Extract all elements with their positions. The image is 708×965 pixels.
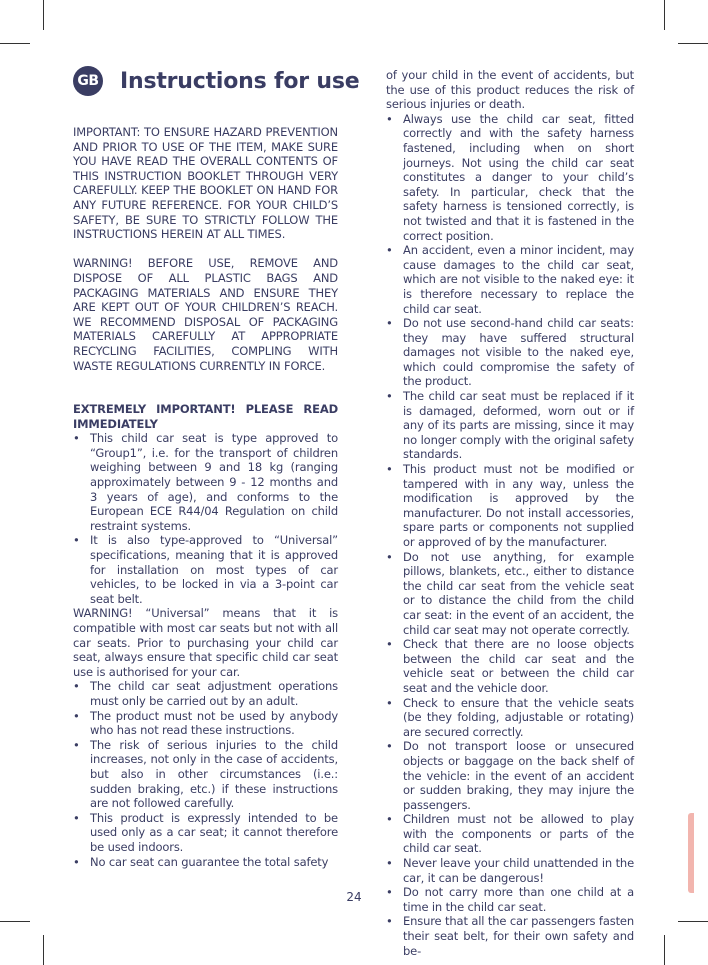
list-item: • Children must not be allowed to play with the components or parts of the child car seat. xyxy=(386,812,634,856)
page-header xyxy=(73,66,359,96)
list-item: • Never leave your child unattended in the car, it can be dangerous! xyxy=(386,856,634,885)
bullet-list-right xyxy=(386,112,634,958)
list-item: • An accident, even a minor incident, may cause damages to the child car seat, which are not visible to the naked eye: it is therefore necessary to replace the child car seat. xyxy=(386,243,634,316)
list-item: • The child car seat must be replaced if it is damaged, deformed, worn out or if any of its parts are missing, since it may no longer comply with the original safety standards. xyxy=(386,389,634,462)
section-tab-marker xyxy=(688,813,694,893)
crop-mark xyxy=(43,935,44,965)
page-number: 24 xyxy=(346,890,362,904)
bullet-list-b xyxy=(73,679,338,869)
list-item: • Check to ensure that the vehicle seats (be they folding, adjustable or rotating) are secured correctly. xyxy=(386,696,634,740)
list-item: • Do not transport loose or unsecured objects or baggage on the back shelf of the vehicle: in the event of an accident or sudden braking, they may injure the passengers. xyxy=(386,739,634,812)
continuation-paragraph: of your child in the event of accidents, but the use of this product reduces the risk of serious injuries or death. xyxy=(386,68,634,112)
section-subheading: EXTREMELY IMPORTANT! PLEASE READ IMMEDIATELY xyxy=(73,402,338,431)
list-item: • Ensure that all the car passengers fasten their seat belt, for their own safety and be- xyxy=(386,914,634,958)
universal-warning: WARNING! “Universal” means that it is compatible with most car seats but not with all car seats. Prior to purchasing your child car seat, always ensure that specific child car seat use is authorised for your car. xyxy=(73,606,338,679)
list-item: • Check that there are no loose objects between the child car seat and the vehicle seat or between the child car seat and the vehicle door. xyxy=(386,637,634,695)
list-item: • No car seat can guarantee the total safety xyxy=(73,855,338,870)
language-badge: GB xyxy=(73,66,103,96)
list-item: • Do not carry more than one child at a time in the child car seat. xyxy=(386,885,634,914)
crop-mark xyxy=(678,43,708,44)
list-item: • It is also type-approved to “Universal” specifications, meaning that it is approved for installation on most types of car vehicles, to be locked in via a 3-point car seat belt. xyxy=(73,533,338,606)
bullet-list-a xyxy=(73,431,338,606)
list-item: • This child car seat is type approved to “Group1”, i.e. for the transport of children weighing between 9 and 18 kg (ranging approximately between 9 - 12 months and 3 years of age), and conforms to the European ECE R44/04 Regulation on child restraint systems. xyxy=(73,431,338,533)
warning-paragraph: WARNING! BEFORE USE, REMOVE AND DISPOSE OF ALL PLASTIC BAGS AND PACKAGING MATERIALS AND ENSURE THEY ARE KEPT OUT OF YOUR CHILDREN’S REACH. WE RECOMMEND DISPOSAL OF PACKAGING MATERIALS CAREFULLY AT APPROPRIATE RECYCLING FACILITIES, COMPLING WITH WASTE REGULATIONS CURRENTLY IN FORCE. xyxy=(73,256,338,373)
left-column xyxy=(73,125,338,869)
crop-mark xyxy=(0,921,30,922)
important-paragraph: IMPORTANT: TO ENSURE HAZARD PREVENTION AND PRIOR TO USE OF THE ITEM, MAKE SURE YOU HAVE READ THE OVERALL CONTENTS OF THIS INSTRUCTION BOOKLET THROUGH VERY CAREFULLY. KEEP THE BOOKLET ON HAND FOR ANY FUTURE REFERENCE. FOR YOUR CHILD’S SAFETY, BE SURE TO STRICTLY FOLLOW THE INSTRUCTIONS HEREIN AT ALL TIMES. xyxy=(73,125,338,242)
list-item: • This product is expressly intended to be used only as a car seat; it cannot therefore be used indoors. xyxy=(73,811,338,855)
crop-mark xyxy=(678,921,708,922)
crop-mark xyxy=(664,935,665,965)
list-item: • Do not use anything, for example pillows, blankets, etc., either to distance the child car seat from the vehicle seat or to distance the child from the child car seat: in the event of an accident, the child car seat may not operate correctly. xyxy=(386,550,634,638)
page-title: Instructions for use xyxy=(120,68,360,94)
crop-mark xyxy=(43,0,44,30)
crop-mark xyxy=(0,43,30,44)
right-column xyxy=(386,68,634,958)
crop-mark xyxy=(664,0,665,30)
list-item: • Always use the child car seat, fitted correctly and with the safety harness fastened, including when on short journeys. Not using the child car seat constitutes a danger to your child’s safety. In particular, check that the safety harness is tensioned correctly, is not twisted and that it is fastened in the correct position. xyxy=(386,112,634,243)
list-item: • The child car seat adjustment operations must only be carried out by an adult. xyxy=(73,679,338,708)
list-item: • The risk of serious injuries to the child increases, not only in the case of accidents, but also in other circumstances (i.e.: sudden braking, etc.) if these instructions are not followed carefully. xyxy=(73,738,338,811)
list-item: • The product must not be used by anybody who has not read these instructions. xyxy=(73,709,338,738)
list-item: • This product must not be modified or tampered with in any way, unless the modification is approved by the manufacturer. Do not install accessories, spare parts or components not supplied or approved of by the manufacturer. xyxy=(386,462,634,550)
list-item: • Do not use second-hand child car seats: they may have suffered structural damages not visible to the naked eye, which could compromise the safety of the product. xyxy=(386,316,634,389)
